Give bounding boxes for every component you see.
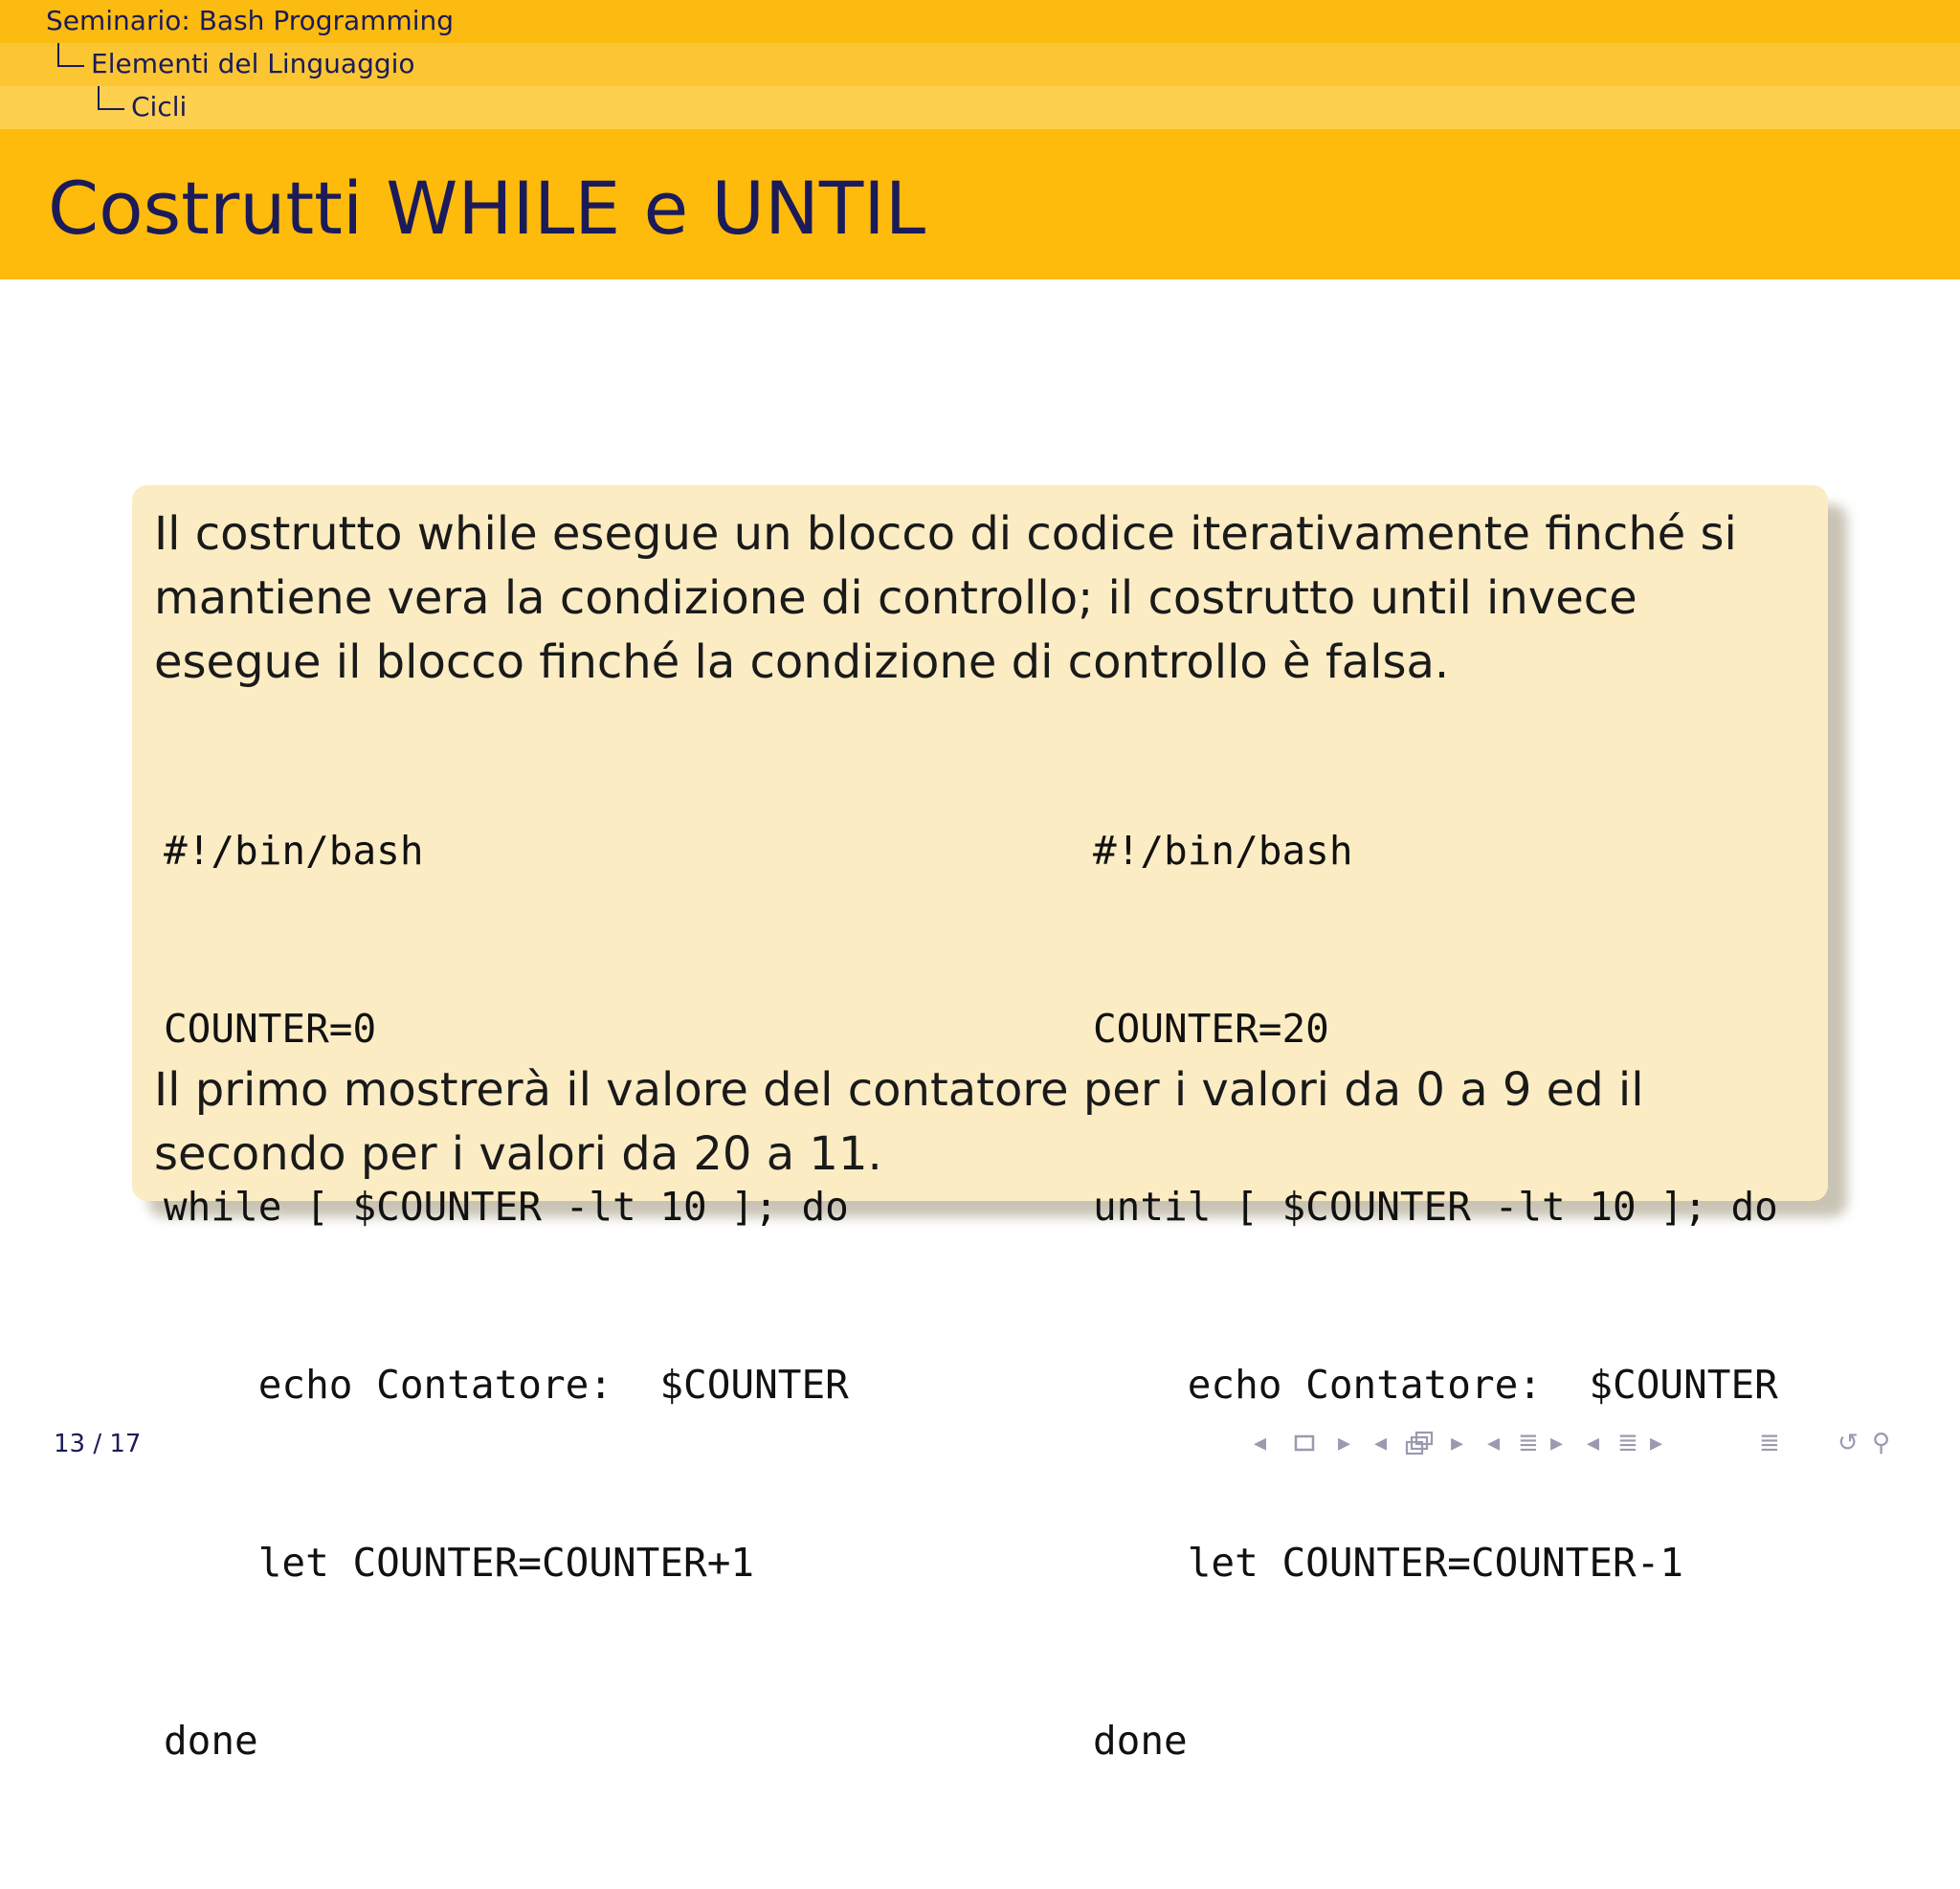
code-line: until [ $COUNTER -lt 10 ]; do [1093, 1184, 1778, 1230]
nav-subsection-next-icon[interactable]: ▸ [1451, 1429, 1464, 1457]
code-line: while [ $COUNTER -lt 10 ]; do [164, 1184, 849, 1230]
code-line: COUNTER=0 [164, 1006, 377, 1052]
header-subsection-link[interactable]: Elementi del Linguaggio [91, 48, 415, 79]
code-line: #!/bin/bash [164, 828, 424, 874]
nav-back-icon[interactable]: ↺ [1838, 1429, 1859, 1457]
conclusion-paragraph: Il primo mostrerà il valore del contatore per i valori da 0 a 9 ed il secondo per i valori da 20 a 11. [154, 1063, 1644, 1181]
nav-section-next-icon[interactable]: ▸ [1550, 1429, 1564, 1457]
tree-connector-icon [57, 43, 84, 67]
code-line: echo Contatore: $COUNTER [1093, 1362, 1778, 1408]
code-line: let COUNTER=COUNTER+1 [164, 1540, 755, 1586]
nav-outline-icon[interactable]: ≣ [1617, 1429, 1638, 1457]
header-line-subsection [0, 43, 1960, 86]
code-line: done [164, 1718, 258, 1764]
frame-title-bar [0, 129, 1960, 279]
header-line-subsubsection [0, 86, 1960, 129]
intro-paragraph: Il costrutto while esegue un blocco di codice iterativamente finché si mantiene vera la condizione di controllo; il costrutto until invece esegue il blocco finché la condizione di controllo è falsa. [154, 507, 1737, 689]
nav-search-icon[interactable]: ⚲ [1872, 1429, 1891, 1457]
tree-connector-icon [98, 86, 124, 110]
code-line: let COUNTER=COUNTER-1 [1093, 1540, 1684, 1586]
nav-outline-prev-icon[interactable]: ◂ [1587, 1429, 1600, 1457]
code-line: done [1093, 1718, 1188, 1764]
nav-frame-prev-icon[interactable]: ◂ [1254, 1429, 1267, 1457]
code-line: echo Contatore: $COUNTER [164, 1362, 849, 1408]
code-line: #!/bin/bash [1093, 828, 1353, 874]
code-while-example [164, 702, 849, 1889]
header-line-section [0, 0, 1960, 43]
content-block [132, 485, 1828, 1764]
nav-frame-next-icon[interactable]: ▸ [1338, 1429, 1351, 1457]
code-until-example [1093, 702, 1778, 1889]
header-section-link[interactable]: Seminario: Bash Programming [46, 5, 455, 36]
header-subsubsection-link[interactable]: Cicli [131, 91, 188, 122]
frame-title: Costrutti WHILE e UNTIL [48, 166, 926, 251]
nav-toc-icon[interactable]: ≣ [1759, 1429, 1780, 1457]
page-number: 13 / 17 [54, 1430, 142, 1458]
nav-section-prev-icon[interactable]: ◂ [1487, 1429, 1501, 1457]
nav-outline-next-icon[interactable]: ▸ [1650, 1429, 1663, 1457]
beamer-navigation-bar [1254, 1426, 1943, 1460]
nav-subsection-icon[interactable] [1405, 1426, 1434, 1470]
nav-section-icon[interactable]: ≣ [1518, 1429, 1539, 1457]
nav-subsection-prev-icon[interactable]: ◂ [1374, 1429, 1388, 1457]
code-line: COUNTER=20 [1093, 1006, 1329, 1052]
nav-frame-icon[interactable] [1294, 1426, 1315, 1470]
